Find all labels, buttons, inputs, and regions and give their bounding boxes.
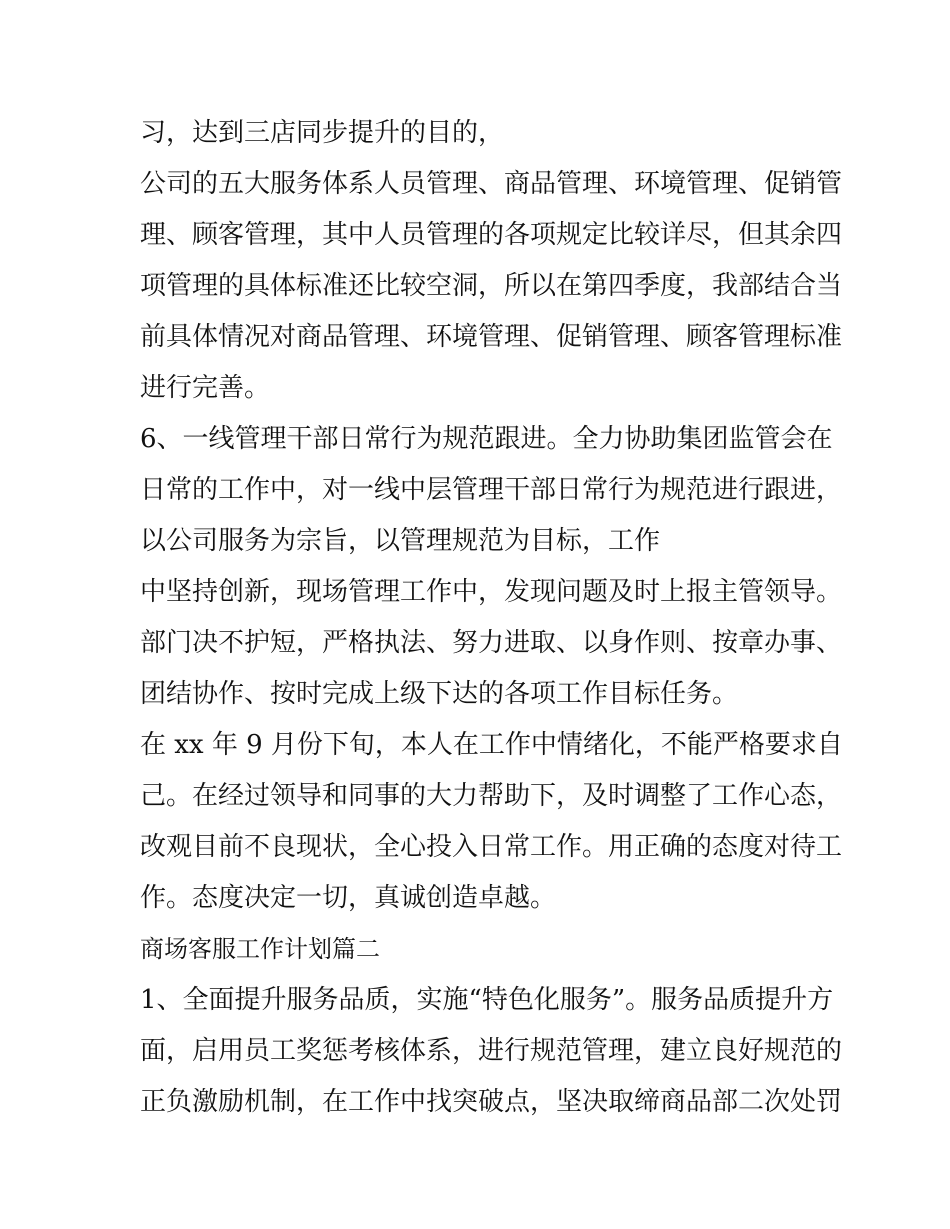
text-line: 日常的工作中，对一线中层管理干部日常行为规范进行跟进， xyxy=(140,475,843,505)
text-line: 面，启用员工奖惩考核体系，进行规范管理，建立良好规范的 xyxy=(140,1036,843,1066)
text-line: 前具体情况对商品管理、环境管理、促销管理、顾客管理标准 xyxy=(140,322,843,352)
text-line: 习，达到三店同步提升的目的， xyxy=(140,118,505,148)
text-line: 在 xx 年 9 月份下旬，本人在工作中情绪化，不能严格要求自 xyxy=(140,730,843,760)
text-line: 团结协作、按时完成上级下达的各项工作目标任务。 xyxy=(140,679,739,709)
text-line: 1、全面提升服务品质，实施“特色化服务”。服务品质提升方 xyxy=(140,985,834,1015)
text-line: 公司的五大服务体系人员管理、商品管理、环境管理、促销管 xyxy=(140,169,843,199)
text-line: 作。态度决定一切，真诚创造卓越。 xyxy=(140,883,557,913)
text-line: 中坚持创新，现场管理工作中，发现问题及时上报主管领导。 xyxy=(140,577,843,607)
text-line: 以公司服务为宗旨，以管理规范为目标，工作 xyxy=(140,526,661,556)
text-line: 改观目前不良现状，全心投入日常工作。用正确的态度对待工 xyxy=(140,832,843,862)
section-heading: 商场客服工作计划篇二 xyxy=(140,935,380,963)
text-line: 理、顾客管理，其中人员管理的各项规定比较详尽，但其余四 xyxy=(140,220,843,250)
text-line: 部门决不护短，严格执法、努力进取、以身作则、按章办事、 xyxy=(140,628,843,658)
document-body xyxy=(140,108,843,1128)
text-line: 项管理的具体标准还比较空洞，所以在第四季度，我部结合当 xyxy=(140,271,843,301)
text-line: 进行完善。 xyxy=(140,373,271,403)
text-line: 己。在经过领导和同事的大力帮助下，及时调整了工作心态， xyxy=(140,781,843,811)
text-line: 正负激励机制，在工作中找突破点，坚决取缔商品部二次处罚 xyxy=(140,1087,843,1117)
text-line: 6、一线管理干部日常行为规范跟进。全力协助集团监管会在 xyxy=(140,424,833,454)
